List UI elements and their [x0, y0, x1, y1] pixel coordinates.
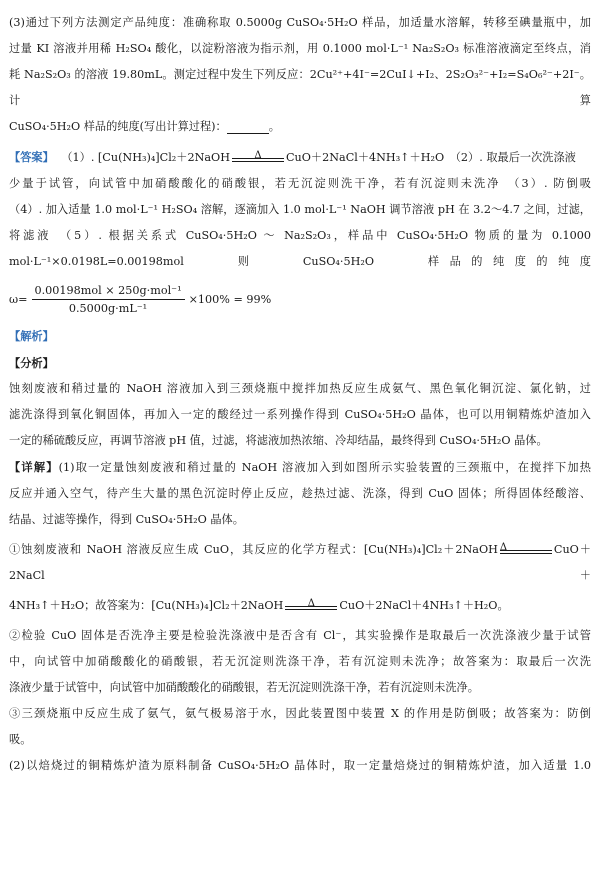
item-1-line-1-text: ①蚀刻废液和 NaOH 溶液反应生成 CuO，其反应的化学方程式：[Cu(NH₃)₄]Cl₂＋2NaOH	[9, 543, 498, 556]
answer-line-5: mol·L⁻¹×0.0198L=0.00198mol 则 CuSO₄·5H₂O 样品的纯度的纯度	[9, 255, 591, 268]
heating-equals-sign: Δ	[232, 151, 284, 165]
purity-result: ×100% = 99%	[188, 292, 272, 306]
item-1-line-1	[9, 537, 591, 589]
item-4-line-1: (2)以焙烧过的铜精炼炉渣为原料制备 CuSO₄·5H₂O 晶体时，取一定量焙烧过的铜精炼炉渣，加入适量 1.0	[9, 759, 591, 772]
fraction-numerator: 0.00198mol × 250g·mol⁻¹	[32, 284, 185, 300]
answer-line-2: 少量于试管，向试管中加硝酸酸化的硝酸银，若无沉淀则洗干净，若有沉淀则未洗净 （3）. 防倒吸	[9, 177, 591, 190]
xiangjie-tag: 【详解】	[9, 460, 59, 474]
answer-blank	[227, 121, 269, 134]
item-1-line-2-text: 4NH₃↑＋H₂O；故答案为：[Cu(NH₃)₄]Cl₂＋2NaOH	[9, 599, 284, 612]
answer-1-equation-right: CuO＋2NaCl＋4NH₃↑＋H₂O （2）. 取最后一次洗涤液	[286, 151, 576, 164]
question-3-line-1: (3)通过下列方法测定产品纯度：准确称取 0.5000g CuSO₄·5H₂O 样品，加适量水溶解，转移至碘量瓶中，加	[9, 16, 591, 29]
question-3-line-3: 耗 Na₂S₂O₃ 的溶液 19.80mL。测定过程中发生下列反应：2Cu²⁺+4I⁻=2CuI↓+I₂、2S₂O₃²⁻+I₂=S₄O₆²⁻+2I⁻。计算	[9, 68, 591, 107]
question-3-line-4-text: CuSO₄·5H₂O 样品的纯度(写出计算过程)：	[9, 120, 227, 133]
fenxi-tag: 【分析】	[9, 356, 54, 370]
analysis-tag-line	[9, 323, 591, 350]
question-3-line-4-end: 。	[268, 120, 280, 133]
question-3-line-4	[9, 114, 591, 140]
item-2-line-1: ②检验 CuO 固体是否洗净主要是检验洗涤液中是否含有 Cl⁻，其实验操作是取最后一次洗涤液少量于试管	[9, 629, 591, 642]
detail-line-3: 结晶、过滤等操作，得到 CuSO₄·5H₂O 晶体。	[9, 513, 244, 526]
answer-line-4: 将滤液 （5）. 根据关系式 CuSO₄·5H₂O ～ Na₂S₂O₃，样品中 CuSO₄·5H₂O 物质的量为 0.1000	[9, 229, 591, 242]
fenxi-tag-line	[9, 350, 591, 376]
analysis-line-1: 蚀刻废液和稍过量的 NaOH 溶液加入到三颈烧瓶中搅拌加热反应生成氨气、黑色氧化铜沉淀、氯化钠，过	[9, 382, 591, 395]
item-1-line-2	[9, 593, 591, 619]
answer-tag: 【答案】	[9, 150, 54, 164]
purity-fraction	[32, 284, 185, 315]
heating-equals-sign: Δ	[500, 543, 552, 557]
item-3-line-2: 吸。	[9, 733, 32, 746]
answer-1-equation-left: （1）. [Cu(NH₃)₄]Cl₂＋2NaOH	[61, 151, 230, 164]
item-1-line-2-end: CuO＋2NaCl＋4NH₃↑＋H₂O。	[339, 599, 509, 612]
item-2-line-2: 中，向试管中加硝酸酸化的硝酸银，若无沉淀则洗涤干净，若有沉淀则未洗净；故答案为：取最后一次洗	[9, 655, 591, 668]
question-3-line-2: 过量 KI 溶液并用稀 H₂SO₄ 酸化，以淀粉溶液为指示剂，用 0.1000 mol·L⁻¹ Na₂S₂O₃ 标准溶液滴定至终点，消	[9, 42, 591, 55]
item-1-line-1-end: CuO＋2NaCl＋	[9, 543, 591, 582]
answer-line-1	[9, 144, 591, 171]
analysis-tag: 【解析】	[9, 329, 54, 343]
heating-equals-sign: Δ	[285, 599, 337, 613]
analysis-line-3: 一定的稀硫酸反应，再调节溶液 pH 值，过滤，将滤液加热浓缩、冷却结晶，最终得到 CuSO₄·5H₂O 晶体。	[9, 434, 548, 447]
purity-formula	[9, 277, 591, 321]
item-3-line-1: ③三颈烧瓶中反应生成了氨气，氨气极易溶于水，因此装置图中装置 X 的作用是防倒吸；故答案为：防倒	[9, 707, 591, 720]
detail-line-1	[9, 454, 591, 481]
answer-line-3: （4）. 加入适量 1.0 mol·L⁻¹ H₂SO₄ 溶解，逐滴加入 1.0 mol·L⁻¹ NaOH 调节溶液 pH 在 3.2～4.7 之间，过滤，	[9, 203, 591, 216]
detail-line-2: 反应并通入空气，待产生大量的黑色沉淀时停止反应，趁热过滤、洗涤，得到 CuO 固体；所得固体经酸溶、	[9, 487, 591, 500]
detail-line-1-text: (1)取一定量蚀刻废液和稍过量的 NaOH 溶液加入到如图所示实验装置的三颈瓶中，在搅拌下加热	[58, 461, 591, 474]
analysis-line-2: 滤洗涤得到氧化铜固体，再加入一定的酸经过一系列操作得到 CuSO₄·5H₂O 晶体，也可以用铜精炼炉渣加入	[9, 408, 591, 421]
omega-label: ω=	[9, 292, 28, 306]
item-2-line-3: 涤液少量于试管中，向试管中加硝酸酸化的硝酸银，若无沉淀则洗涤干净，若有沉淀则未洗净。	[9, 681, 479, 694]
document-page	[9, 10, 591, 779]
fraction-denominator: 0.5000g·mL⁻¹	[68, 301, 148, 315]
